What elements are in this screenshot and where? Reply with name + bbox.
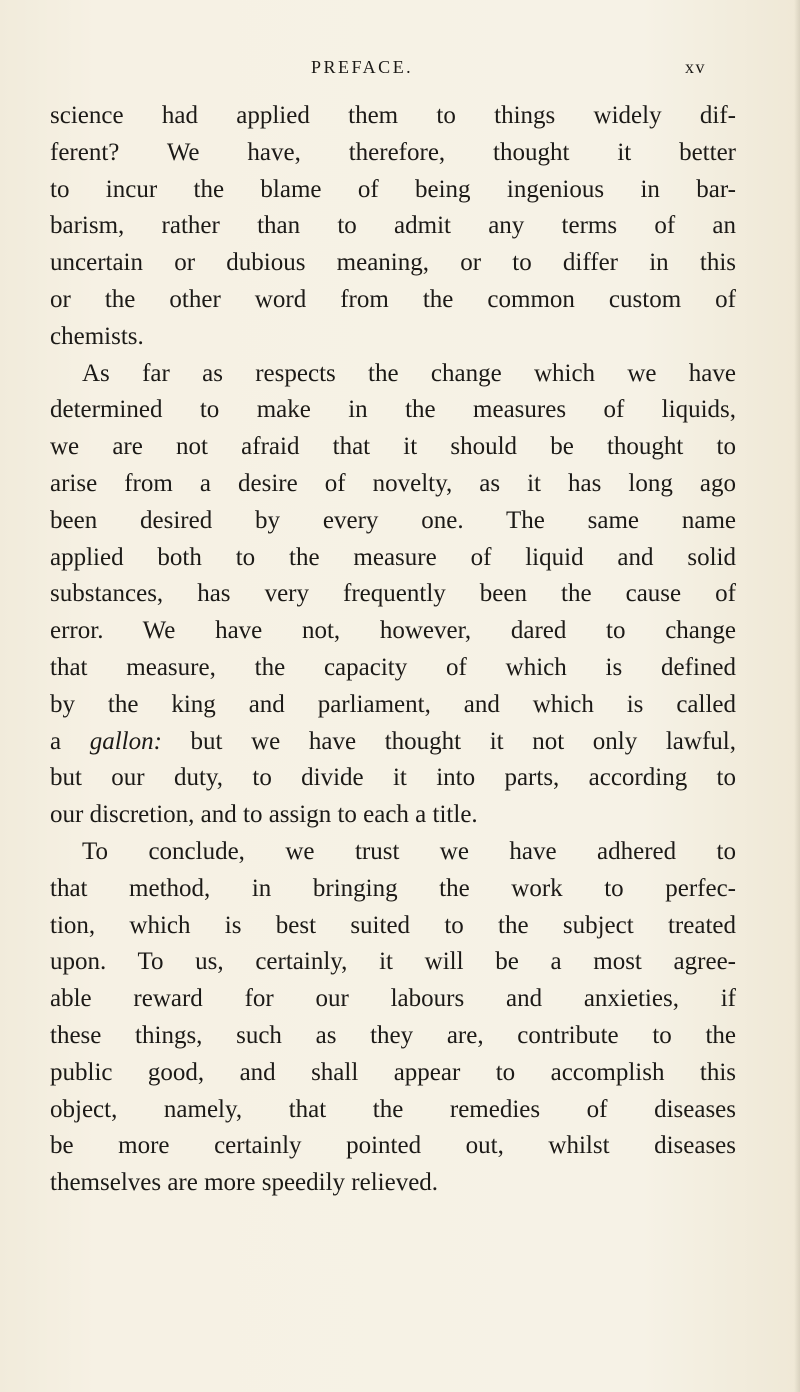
- text-line: barism, rather than to admit any terms of an: [50, 212, 736, 240]
- text-line: arise from a desire of novelty, as it has long ago: [50, 469, 736, 497]
- text-line: To conclude, we trust we have adhered to: [82, 837, 736, 865]
- text-line: uncertain or dubious meaning, or to differ in this: [50, 249, 736, 277]
- text-line: our discretion, and to assign to each a title.: [50, 801, 478, 829]
- text-line: these things, such as they are, contribute to the: [50, 1021, 736, 1049]
- page-edge-shadow: [794, 0, 800, 1392]
- text-line: substances, has very frequently been the cause of: [50, 580, 736, 608]
- text-line: been desired by every one. The same name: [50, 506, 736, 534]
- text-line: or the other word from the common custom of: [50, 285, 736, 313]
- text-line: chemists.: [50, 322, 144, 350]
- body-text: [50, 98, 736, 1202]
- text-line: tion, which is best suited to the subject treated: [50, 911, 736, 939]
- text-line: we are not afraid that it should be thought to: [50, 433, 736, 461]
- text-fragment: a: [50, 727, 90, 755]
- page-header: [311, 57, 731, 87]
- text-line: that measure, the capacity of which is defined: [50, 653, 736, 681]
- text-line: to incur the blame of being ingenious in bar-: [50, 175, 736, 203]
- text-fragment: but we have thought it not only lawful,: [161, 727, 736, 755]
- text-line: themselves are more speedily relieved.: [50, 1169, 439, 1197]
- italic-term: gallon:: [89, 727, 162, 755]
- text-line: public good, and shall appear to accomplish this: [50, 1058, 736, 1086]
- text-line: that method, in bringing the work to perfec-: [50, 874, 736, 902]
- text-line: determined to make in the measures of liquids,: [50, 396, 736, 424]
- text-line: object, namely, that the remedies of diseases: [50, 1095, 736, 1123]
- running-head: PREFACE.: [311, 57, 414, 77]
- text-line: ferent? We have, therefore, thought it better: [50, 138, 736, 166]
- text-line: but our duty, to divide it into parts, according to: [50, 764, 736, 792]
- text-line: [50, 724, 736, 761]
- text-line: by the king and parliament, and which is called: [50, 690, 736, 718]
- text-line: upon. To us, certainly, it will be a most agree-: [50, 948, 736, 976]
- text-line: As far as respects the change which we have: [82, 359, 736, 387]
- text-line: be more certainly pointed out, whilst diseases: [50, 1132, 736, 1160]
- text-line: error. We have not, however, dared to change: [50, 617, 736, 645]
- page-number: xv: [685, 57, 706, 77]
- text-line: applied both to the measure of liquid and solid: [50, 543, 736, 571]
- text-line: science had applied them to things widely dif-: [50, 102, 736, 129]
- text-line: able reward for our labours and anxieties, if: [50, 985, 736, 1013]
